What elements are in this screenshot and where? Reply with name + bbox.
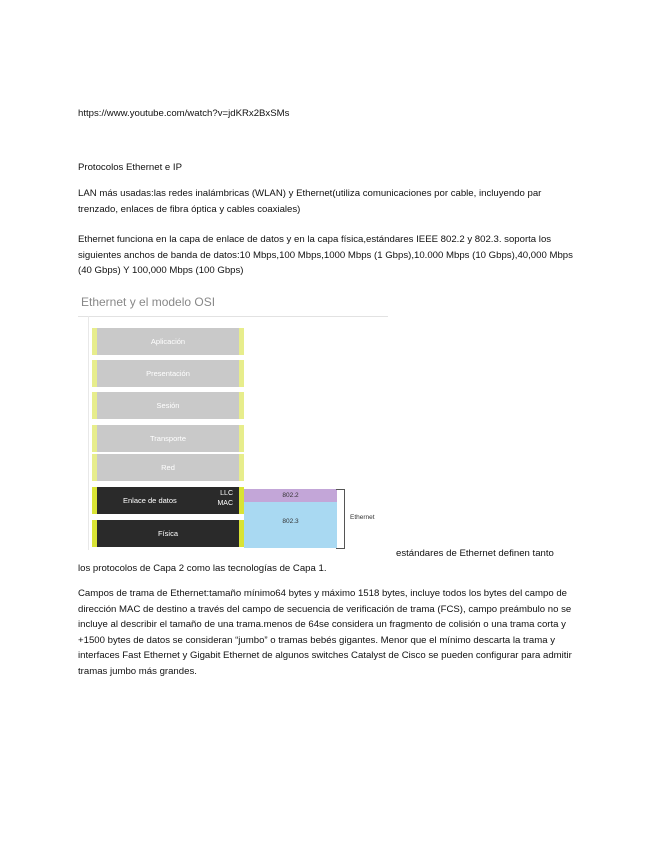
ethernet-bracket bbox=[336, 489, 345, 549]
paragraph-ethernet-layers: Ethernet funciona en la capa de enlace de datos y en la capa física,estándares IEEE 802.2 y 802.3. soporta los siguientes anchos de banda de datos:10 Mbps,100 Mbps,1000 Mbps (1 Gbps),10.000 Mbps (10 Gbps),40,000 Mbps (40 Gbps) Y 100,000 Mbps (100 Gbps) bbox=[78, 234, 573, 276]
mac-label: MAC bbox=[217, 500, 233, 507]
osi-figure bbox=[78, 290, 390, 558]
figure-divider-vertical bbox=[88, 316, 89, 550]
layer-enlace-datos bbox=[92, 487, 244, 514]
figure-title: Ethernet y el modelo OSI bbox=[81, 295, 216, 309]
standard-802-2: 802.2 bbox=[244, 489, 337, 502]
paragraph-lan: LAN más usadas:las redes inalámbricas (WLAN) y Ethernet(utiliza comunicaciones por cable, incluyendo par trenzado, enlaces de fibra óptica y cables coaxiales) bbox=[78, 188, 542, 215]
ethernet-label: Ethernet bbox=[350, 514, 375, 521]
video-link[interactable]: https://www.youtube.com/watch?v=jdKRx2BxSMs bbox=[78, 108, 290, 119]
paragraph-standards-end: estándares de Ethernet definen tanto bbox=[396, 548, 554, 559]
layer-transporte: Transporte bbox=[92, 425, 244, 452]
layer-aplicacion: Aplicación bbox=[92, 328, 244, 355]
paragraph-standards-start: los protocolos de Capa 2 como las tecnologías de Capa 1. bbox=[78, 563, 327, 574]
standard-802-3: 802.3 bbox=[244, 502, 337, 548]
layer-enlace-label: Enlace de datos bbox=[123, 496, 177, 505]
layer-red: Red bbox=[92, 454, 244, 481]
layer-presentacion: Presentación bbox=[92, 360, 244, 387]
llc-label: LLC bbox=[220, 490, 233, 497]
paragraph-frame-fields: Campos de trama de Ethernet:tamaño mínimo64 bytes y máximo 1518 bytes, incluye todos los bytes del campo de dirección MAC de destino a través del campo de secuencia de verificación de trama (FCS), campo preámbulo no se incluye al describir el tamaño de una trama.menos de 64se considera un fragmento de colisión o una trama corta y +1500 bytes de datos se consideran “jumbo” o tramas bebés gigantes. Menor que el mínimo descarta la trama y interfaces Fast Ethernet y Gigabit Ethernet de algunos switches Catalyst de Cisco se pueden configurar para admitir tramas jumbo más grandes. bbox=[78, 588, 572, 677]
figure-divider bbox=[78, 316, 388, 317]
layer-sesion: Sesión bbox=[92, 392, 244, 419]
layer-fisica: Física bbox=[92, 520, 244, 547]
section-title: Protocolos Ethernet e IP bbox=[78, 162, 182, 173]
